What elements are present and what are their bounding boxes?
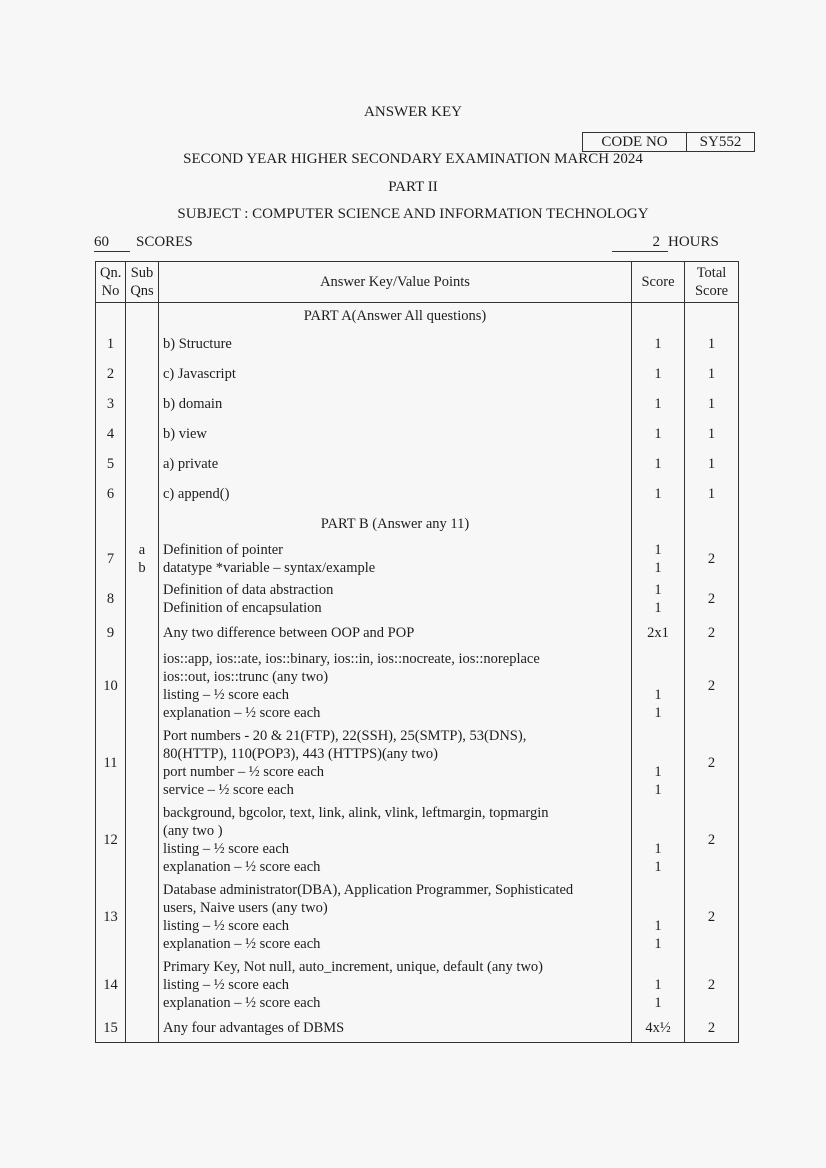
table-header-row <box>96 262 739 303</box>
score-cell <box>632 1014 685 1043</box>
answer-points <box>159 449 632 479</box>
header-total: Total Score <box>685 262 739 303</box>
score-line: 1 <box>654 486 662 502</box>
table-row <box>96 1014 739 1043</box>
sub-question <box>126 329 159 359</box>
answer-key-table <box>95 261 739 1043</box>
score-cell <box>632 419 685 449</box>
score-line: 1 <box>654 456 662 472</box>
empty-cell <box>632 509 685 539</box>
empty-cell <box>96 509 126 539</box>
question-number: 2 <box>96 359 126 389</box>
header-sub: Sub Qns <box>126 262 159 303</box>
answer-line: Any four advantages of DBMS <box>163 1020 345 1036</box>
sub-label: a <box>138 542 146 558</box>
answer-line: Definition of data abstraction <box>163 582 334 598</box>
question-number: 6 <box>96 479 126 509</box>
answer-points <box>159 1014 632 1043</box>
answer-line: a) private <box>163 456 219 472</box>
answer-line: b) view <box>163 426 207 442</box>
answer-line: Any two difference between OOP and POP <box>163 625 415 641</box>
sub-question <box>126 619 159 647</box>
sub-question <box>126 801 159 878</box>
table-row <box>96 878 739 955</box>
answer-line: explanation – ½ score each <box>163 994 321 1011</box>
score-line: 1 <box>654 426 662 442</box>
score-line: 1 <box>654 336 662 352</box>
total-score: 2 <box>685 619 739 647</box>
table-row <box>96 419 739 449</box>
header-score: Score <box>632 262 685 303</box>
scores-value: 60 <box>94 234 130 252</box>
table-row <box>96 329 739 359</box>
hours-value: 2 <box>612 234 668 252</box>
score-line: 1 <box>654 763 662 780</box>
question-number: 4 <box>96 419 126 449</box>
answer-points <box>159 878 632 955</box>
total-score: 2 <box>685 801 739 878</box>
part-label: PART II <box>388 179 438 195</box>
score-line <box>636 650 680 668</box>
scores-line <box>94 234 193 252</box>
table-row <box>96 579 739 619</box>
answer-line: listing – ½ score each <box>163 976 290 993</box>
answer-line: port number – ½ score each <box>163 763 325 780</box>
question-number: 9 <box>96 619 126 647</box>
total-score: 1 <box>685 389 739 419</box>
score-line <box>636 958 680 976</box>
answer-line: listing – ½ score each <box>163 686 290 703</box>
question-number: 8 <box>96 579 126 619</box>
sub-question <box>126 479 159 509</box>
sub-label: b <box>138 560 146 576</box>
code-box <box>582 132 755 152</box>
answer-line: explanation – ½ score each <box>163 935 321 952</box>
score-cell <box>632 647 685 724</box>
total-score: 2 <box>685 878 739 955</box>
sub-question <box>126 955 159 1014</box>
answer-points <box>159 647 632 724</box>
part-a-heading: PART A(Answer All questions) <box>159 303 632 330</box>
part-b-heading-row <box>96 509 739 539</box>
table-row <box>96 449 739 479</box>
answer-points <box>159 955 632 1014</box>
sub-question <box>126 579 159 619</box>
question-number: 12 <box>96 801 126 878</box>
question-number: 10 <box>96 647 126 724</box>
score-line: 1 <box>654 582 662 598</box>
score-cell <box>632 878 685 955</box>
table-row <box>96 539 739 579</box>
exam-title: SECOND YEAR HIGHER SECONDARY EXAMINATION MARCH 2024 <box>183 151 643 167</box>
answer-line: c) append() <box>163 486 230 502</box>
sub-question <box>126 647 159 724</box>
answer-line: service – ½ score each <box>163 781 294 798</box>
sub-question <box>126 724 159 801</box>
hours-line <box>612 234 719 252</box>
score-line: 1 <box>654 781 662 798</box>
empty-cell <box>632 303 685 330</box>
score-line: 1 <box>654 976 662 993</box>
code-label: CODE NO <box>583 133 687 151</box>
score-line: 1 <box>654 542 662 558</box>
score-line <box>636 727 680 745</box>
score-cell <box>632 539 685 579</box>
score-line: 1 <box>654 686 662 703</box>
total-score: 1 <box>685 449 739 479</box>
score-line: 1 <box>654 994 662 1011</box>
question-number: 3 <box>96 389 126 419</box>
answer-line: datatype *variable – syntax/example <box>163 560 376 576</box>
score-line: 1 <box>654 858 662 875</box>
answer-line: Definition of pointer <box>163 542 284 558</box>
total-score: 2 <box>685 1014 739 1043</box>
answer-line: 80(HTTP), 110(POP3), 443 (HTTPS)(any two) <box>163 745 438 762</box>
score-cell <box>632 449 685 479</box>
answer-line: users, Naive users (any two) <box>163 899 328 916</box>
score-line: 1 <box>654 840 662 857</box>
question-number: 7 <box>96 539 126 579</box>
sub-question <box>126 359 159 389</box>
score-line: 1 <box>654 917 662 934</box>
table-row <box>96 479 739 509</box>
answer-line: listing – ½ score each <box>163 840 290 857</box>
answer-points <box>159 724 632 801</box>
score-cell <box>632 579 685 619</box>
score-line <box>636 822 680 840</box>
table-row <box>96 619 739 647</box>
answer-points <box>159 359 632 389</box>
answer-line: Primary Key, Not null, auto_increment, unique, default (any two) <box>163 958 543 975</box>
score-line: 1 <box>654 704 662 721</box>
answer-points <box>159 579 632 619</box>
question-number: 15 <box>96 1014 126 1043</box>
empty-cell <box>96 303 126 330</box>
answer-line: Definition of encapsulation <box>163 600 322 616</box>
answer-line: b) Structure <box>163 336 232 352</box>
total-score: 2 <box>685 955 739 1014</box>
sub-question <box>126 878 159 955</box>
scores-label: SCORES <box>136 234 193 250</box>
score-line <box>636 899 680 917</box>
answer-line: b) domain <box>163 396 223 412</box>
sub-question <box>126 1014 159 1043</box>
table-row <box>96 955 739 1014</box>
sub-question <box>126 539 159 579</box>
sub-question <box>126 419 159 449</box>
answer-points <box>159 329 632 359</box>
subject-label: SUBJECT : COMPUTER SCIENCE AND INFORMATION TECHNOLOGY <box>177 206 649 222</box>
total-score: 2 <box>685 724 739 801</box>
hours-label: HOURS <box>668 234 719 250</box>
score-line: 1 <box>654 396 662 412</box>
empty-cell <box>126 303 159 330</box>
score-cell <box>632 389 685 419</box>
score-cell <box>632 801 685 878</box>
total-score: 1 <box>685 359 739 389</box>
score-line <box>636 668 680 686</box>
total-score: 2 <box>685 647 739 724</box>
score-cell <box>632 359 685 389</box>
total-score: 2 <box>685 539 739 579</box>
answer-line: ios::app, ios::ate, ios::binary, ios::in, ios::nocreate, ios::noreplace <box>163 650 540 667</box>
score-line: 1 <box>654 600 662 616</box>
answer-line: (any two ) <box>163 822 223 839</box>
total-score: 2 <box>685 579 739 619</box>
header-qn: Qn. No <box>96 262 126 303</box>
score-line: 4x½ <box>645 1020 671 1036</box>
page-title: ANSWER KEY <box>364 104 462 120</box>
answer-points <box>159 619 632 647</box>
answer-line: explanation – ½ score each <box>163 858 321 875</box>
question-number: 11 <box>96 724 126 801</box>
total-score: 1 <box>685 479 739 509</box>
score-line <box>636 804 680 822</box>
sub-question <box>126 389 159 419</box>
empty-cell <box>126 509 159 539</box>
answer-points <box>159 539 632 579</box>
question-number: 5 <box>96 449 126 479</box>
answer-line: Port numbers - 20 & 21(FTP), 22(SSH), 25(SMTP), 53(DNS), <box>163 727 527 744</box>
table-row <box>96 359 739 389</box>
question-number: 13 <box>96 878 126 955</box>
answer-points <box>159 801 632 878</box>
answer-line: explanation – ½ score each <box>163 704 321 721</box>
part-b-heading: PART B (Answer any 11) <box>159 509 632 539</box>
question-number: 1 <box>96 329 126 359</box>
sub-question <box>126 449 159 479</box>
empty-cell <box>685 303 739 330</box>
answer-line: Database administrator(DBA), Application Programmer, Sophisticated <box>163 881 574 898</box>
answer-points <box>159 479 632 509</box>
score-cell <box>632 619 685 647</box>
part-a-heading-row <box>96 303 739 330</box>
score-cell <box>632 955 685 1014</box>
score-line <box>636 745 680 763</box>
answer-line: c) Javascript <box>163 366 236 382</box>
score-cell <box>632 329 685 359</box>
answer-points <box>159 389 632 419</box>
answer-line: ios::out, ios::trunc (any two) <box>163 668 329 685</box>
answer-line: listing – ½ score each <box>163 917 290 934</box>
header-answer: Answer Key/Value Points <box>159 262 632 303</box>
score-line: 2x1 <box>647 625 669 641</box>
empty-cell <box>685 509 739 539</box>
score-line <box>636 881 680 899</box>
code-value: SY552 <box>699 134 742 150</box>
table-row <box>96 724 739 801</box>
score-cell <box>632 479 685 509</box>
total-score: 1 <box>685 329 739 359</box>
answer-points <box>159 419 632 449</box>
score-cell <box>632 724 685 801</box>
score-line: 1 <box>654 935 662 952</box>
table-row <box>96 647 739 724</box>
answer-line: background, bgcolor, text, link, alink, vlink, leftmargin, topmargin <box>163 804 549 821</box>
score-line: 1 <box>654 560 662 576</box>
table-row <box>96 801 739 878</box>
total-score: 1 <box>685 419 739 449</box>
table-row <box>96 389 739 419</box>
score-line: 1 <box>654 366 662 382</box>
question-number: 14 <box>96 955 126 1014</box>
